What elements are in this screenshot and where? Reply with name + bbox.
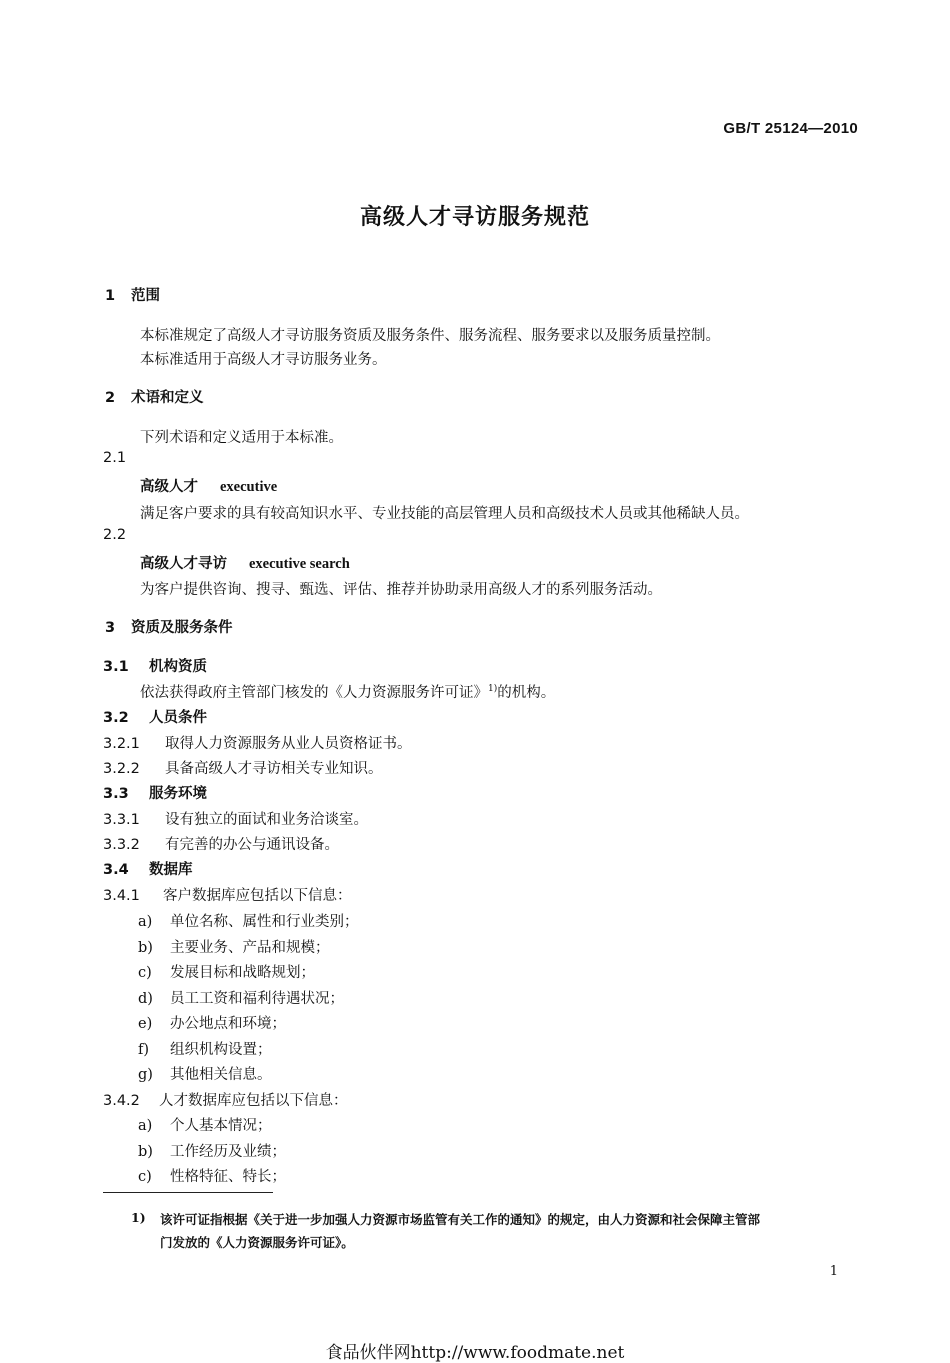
subsection-title: 服务环境 [149,786,207,802]
page-number: 1 [829,1264,838,1279]
subsection-number: 3.1 [103,659,129,675]
list-item-text: 主要业务、产品和规模； [170,939,330,956]
list-marker: c) [138,1169,152,1185]
footnote-reference: 1) [488,684,498,695]
subsection-title: 人员条件 [149,710,207,726]
list-item [138,1165,286,1186]
subsection-number: 3.3 [103,786,129,802]
list-item [138,1038,272,1059]
section-title: 范围 [131,288,160,304]
term-english: executive search [249,556,350,572]
section-title: 资质及服务条件 [131,620,233,636]
section-number: 2 [105,390,116,406]
document-title: 高级人才寻访服务规范 [359,205,590,230]
list-item-text: 性格特征、特长； [170,1169,286,1185]
clause-text: 有完善的办公与通讯设备。 [165,837,339,853]
term-definition: 为客户提供咨询、搜寻、甄选、评估、推荐并协助录用高级人才的系列服务活动。 [140,582,662,598]
list-item [138,987,344,1008]
section-title: 术语和定义 [131,390,204,406]
list-marker: a) [138,914,153,930]
paragraph-text: 依法获得政府主管部门核发的《人力资源服务许可证》 [140,685,488,701]
list-item [138,936,330,957]
paragraph-tail: 的机构。 [497,685,556,701]
clause-text: 取得人力资源服务从业人员资格证书。 [165,736,412,752]
subsection-3-2-heading [103,706,207,727]
clause-number: 3.3.2 [103,837,140,853]
list-item-text: 其他相关信息。 [170,1067,272,1083]
list-item-text: 单位名称、属性和行业类别； [170,914,359,930]
list-item [138,1140,286,1161]
subsection-3-1-heading [103,655,207,676]
clause-text: 客户数据库应包括以下信息： [163,888,352,904]
list-item [138,961,315,982]
subsection-title: 机构资质 [149,659,207,675]
list-item-text: 办公地点和环境； [170,1016,286,1032]
subsection-3-3-heading [103,782,207,803]
paragraph: 本标准规定了高级人才寻访服务资质及服务条件、服务流程、服务要求以及服务质量控制。 [140,328,720,344]
clause-text: 具备高级人才寻访相关专业知识。 [165,761,383,777]
list-item [138,1114,272,1135]
section-3-heading [105,616,233,637]
list-marker: c) [138,965,152,981]
list-marker: f) [138,1041,150,1058]
paragraph: 本标准适用于高级人才寻访服务业务。 [140,352,387,368]
footnote-line: 门发放的《人力资源服务许可证》。 [160,1235,354,1250]
term-definition: 满足客户要求的具有较高知识水平、专业技能的高层管理人员和高级技术人员或其他稀缺人员。 [140,506,749,522]
list-marker: g) [138,1067,153,1083]
subsection-3-4-heading [103,858,193,879]
clause-number: 3.2.1 [103,736,140,752]
term-english: executive [220,479,278,495]
term-heading [140,475,277,496]
list-item [138,1012,286,1033]
clause-text: 设有独立的面试和业务洽谈室。 [165,812,368,828]
list-item [138,1063,272,1084]
section-2-heading [105,386,204,407]
clause [103,884,352,905]
term-chinese: 高级人才 [140,479,198,495]
list-item-text: 个人基本情况； [170,1118,272,1134]
subsection-title: 数据库 [149,862,193,878]
clause-number: 3.2.2 [103,761,140,777]
list-item-text: 员工工资和福利待遇状况； [170,990,344,1007]
subsection-number: 3.2 [103,710,129,726]
clause-number: 3.4.2 [103,1093,140,1109]
list-marker: e) [138,1016,153,1032]
subsection-number: 3.4 [103,862,129,878]
site-watermark: 食品伙伴网http://www.foodmate.net [325,1343,625,1363]
clause [103,757,383,778]
list-marker: d) [138,990,153,1007]
paragraph [140,681,555,702]
paragraph: 下列术语和定义适用于本标准。 [140,430,343,446]
term-heading [140,552,350,573]
list-marker: b) [138,1143,153,1160]
list-marker: a) [138,1118,153,1134]
section-number: 3 [105,620,116,636]
list-item-text: 工作经历及业绩； [170,1143,286,1160]
clause-number: 3.4.1 [103,888,140,904]
term-chinese: 高级人才寻访 [140,556,227,572]
standard-number: GB/T 25124—2010 [723,120,858,137]
footnote-mark: 1) [131,1210,146,1225]
clause-text: 人才数据库应包括以下信息： [159,1093,348,1109]
clause [103,732,412,753]
term-number: 2.2 [103,527,127,543]
clause-number: 3.3.1 [103,812,140,828]
section-1-heading [105,284,160,305]
list-item-text: 组织机构设置； [170,1041,272,1058]
clause [103,833,339,854]
clause [103,1089,348,1110]
section-number: 1 [105,288,116,304]
list-marker: b) [138,939,153,956]
footnote-line: 该许可证指根据《关于进一步加强人力资源市场监管有关工作的通知》的规定，由人力资源和社会保障主管部 [160,1212,761,1227]
footnote-divider [103,1192,273,1193]
list-item-text: 发展目标和战略规划； [170,965,315,981]
term-number: 2.1 [103,450,127,466]
list-item [138,910,359,931]
clause [103,808,368,829]
